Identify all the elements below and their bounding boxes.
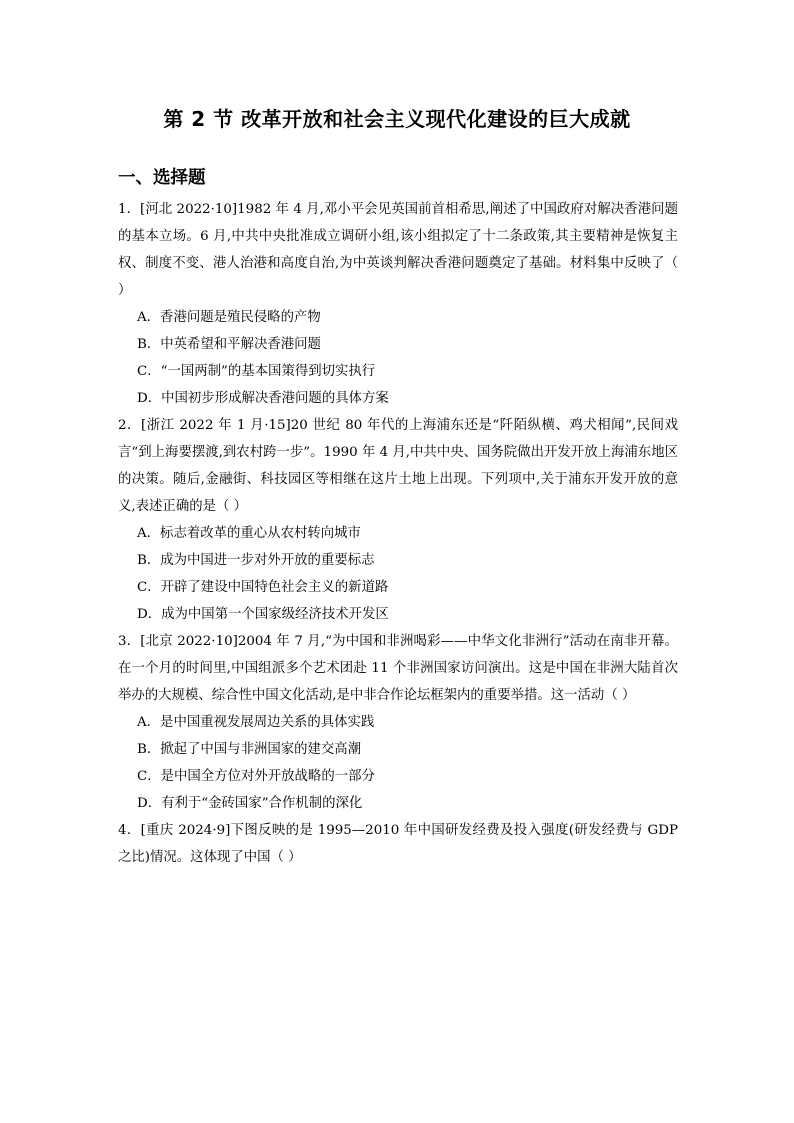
question-stem: 4．[重庆 2024·9]下图反映的是 1995—2010 年中国研发经费及投入强度(研发经费与 GDP 之比)情况。这体现了中国（ ） <box>118 823 678 865</box>
option-a: A．是中国重视发展周边关系的具体实践 <box>137 715 375 730</box>
question-stem: 1．[河北 2022·10]1982 年 4 月,邓小平会见英国前首相希思,阐述了中国政府对解决香港问题的基本立场。6 月,中共中央批准成立调研小组,该小组拟定了十二条政策,其主要精神是恢复主权、制度不变、港人治港和高度自治,为中英谈判解决香港问题奠定了基础。材料集中反映了（ ） <box>118 202 678 298</box>
option-a: A．香港问题是殖民侵略的产物 <box>137 310 321 325</box>
option-b: B．成为中国进一步对外开放的重要标志 <box>137 553 375 568</box>
option-b: B．掀起了中国与非洲国家的建交高潮 <box>137 742 362 757</box>
question-1 <box>118 196 678 412</box>
section-heading: 一、选择题 <box>118 168 206 188</box>
option-b: B．中英希望和平解决香港问题 <box>137 337 321 352</box>
question-3 <box>118 628 678 817</box>
question-2 <box>118 412 678 628</box>
option-d: D．有利于“金砖国家”合作机制的深化 <box>137 796 363 811</box>
page-title: 第 2 节 改革开放和社会主义现代化建设的巨大成就 <box>163 107 631 131</box>
option-d: D．成为中国第一个国家级经济技术开发区 <box>137 607 389 622</box>
question-stem: 2．[浙江 2022 年 1 月·15]20 世纪 80 年代的上海浦东还是“阡陌纵横、鸡犬相闻”,民间戏言“到上海要摆渡,到农村跨一步”。1990 年 4 月,中共中央、国务院做出开发开放上海浦东地区的决策。随后,金融街、科技园区等相继在这片土地上出现。下列项中,关于浦东开发开放的意义,表述正确的是（ ） <box>118 418 678 514</box>
option-a: A．标志着改革的重心从农村转向城市 <box>137 526 361 541</box>
option-c: C．开辟了建设中国特色社会主义的新道路 <box>137 580 389 595</box>
option-d: D．中国初步形成解决香港问题的具体方案 <box>137 391 389 406</box>
question-4 <box>118 817 678 871</box>
option-c: C．是中国全方位对外开放战略的一部分 <box>137 769 375 784</box>
question-list <box>118 196 678 871</box>
option-c: C．“一国两制”的基本国策得到切实执行 <box>137 364 376 379</box>
question-stem: 3．[北京 2022·10]2004 年 7 月,“为中国和非洲喝彩——中华文化非洲行”活动在南非开幕。在一个月的时间里,中国组派多个艺术团赴 11 个非洲国家访问演出。这是中国在非洲大陆首次举办的大规模、综合性中国文化活动,是中非合作论坛框架内的重要举措。这一活动（ ） <box>118 634 678 703</box>
